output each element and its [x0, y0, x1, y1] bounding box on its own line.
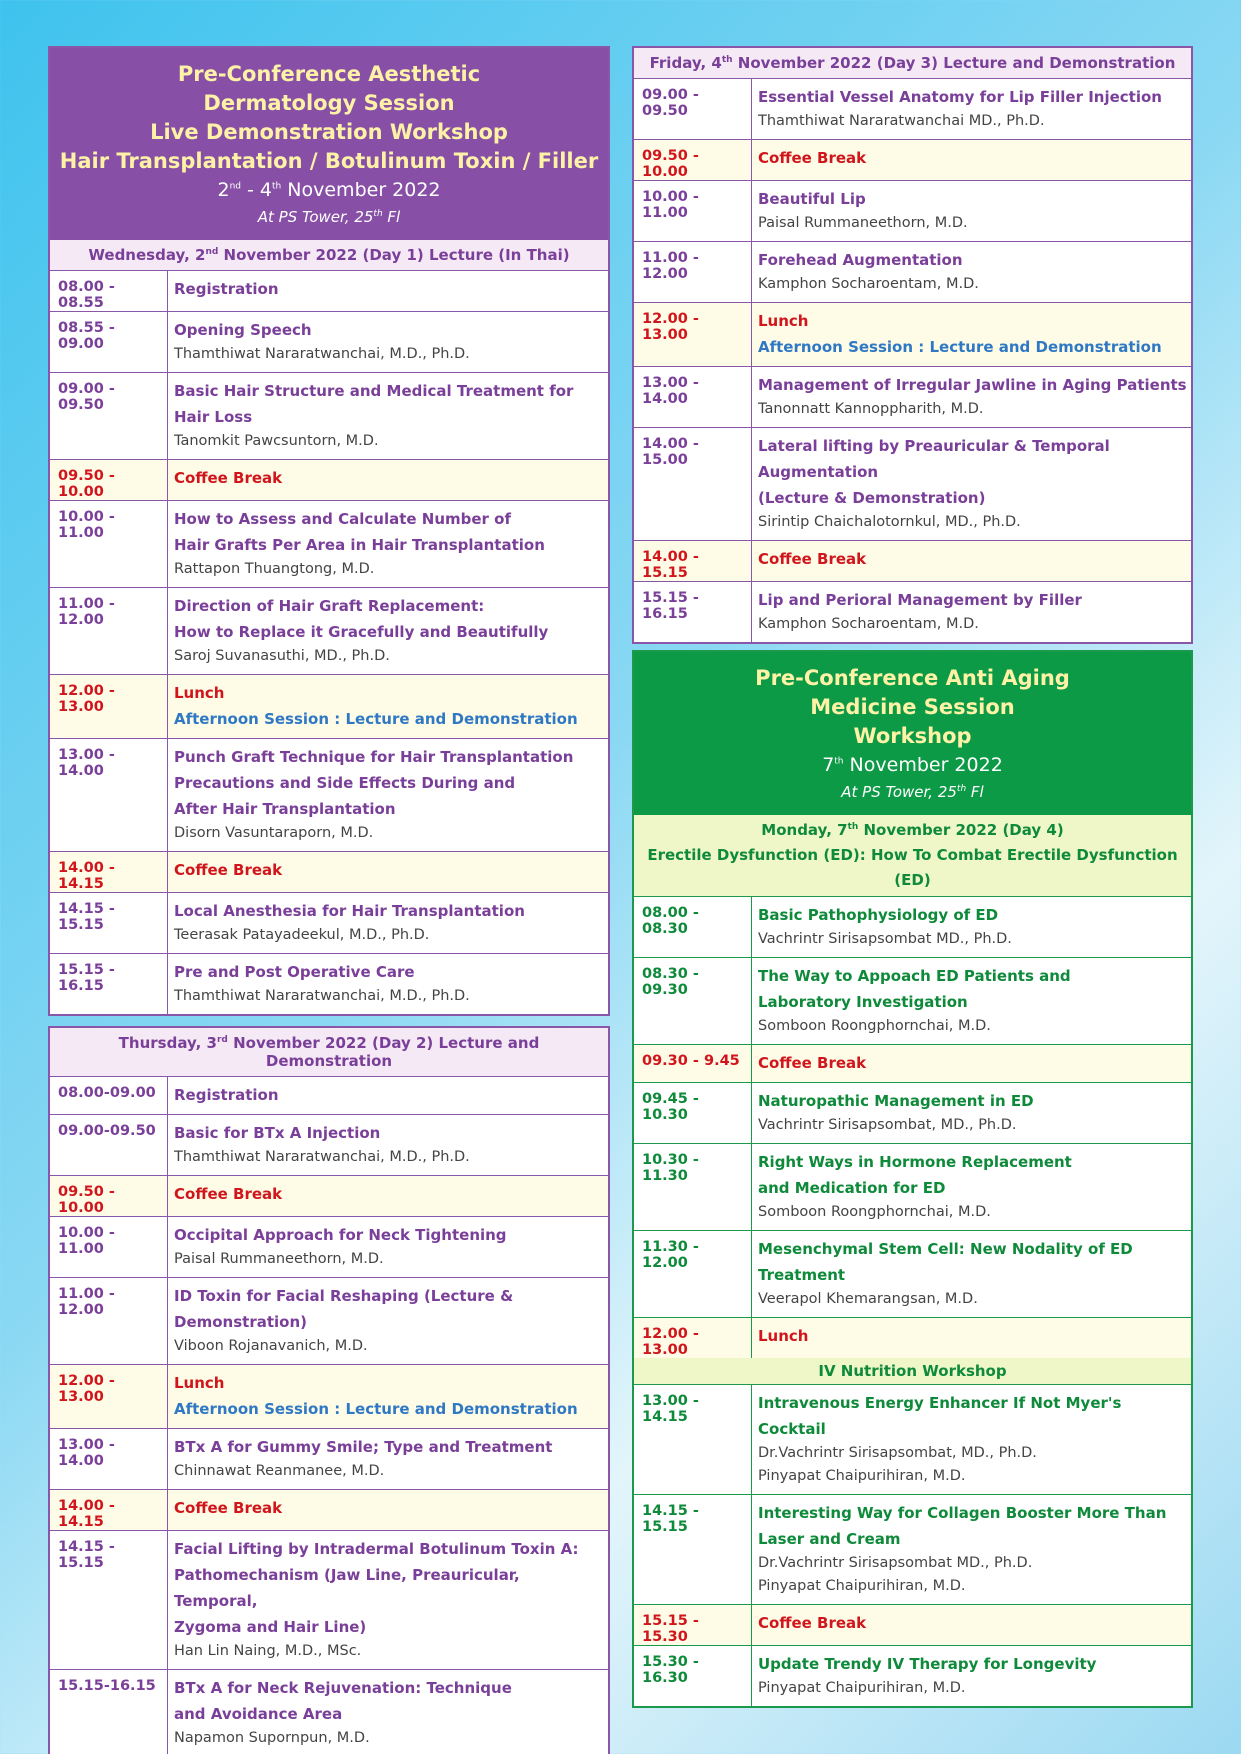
session-time: 13.00 - 14.00 [50, 739, 168, 851]
aesthetic-session-header [50, 48, 608, 240]
session-time: 13.00 - 14.00 [50, 1429, 168, 1489]
session-content [168, 1115, 608, 1175]
session-row [634, 1495, 1191, 1605]
speaker-name: Thamthiwat Nararatwanchai, M.D., Ph.D. [174, 346, 470, 362]
session-title: Hair Grafts Per Area in Hair Transplantation [174, 536, 545, 554]
speaker-name: Sirintip Chaichalotornkul, MD., Ph.D. [758, 514, 1021, 530]
session-content [168, 1670, 608, 1754]
session-title: Occipital Approach for Neck Tightening [174, 1226, 507, 1244]
session-time: 15.15-16.15 [50, 1670, 168, 1754]
session-time: 14.15 - 15.15 [50, 893, 168, 953]
header-title-line: Medicine Session [810, 695, 1015, 719]
break-label: Coffee Break [174, 1185, 283, 1203]
session-time: 09.00-09.50 [50, 1115, 168, 1175]
session-title: Pathomechanism (Jaw Line, Preauricular, Temporal, [174, 1566, 520, 1610]
session-title: Opening Speech [174, 321, 312, 339]
session-title: (Lecture & Demonstration) [758, 489, 986, 507]
speaker-name: Rattapon Thuangtong, M.D. [174, 561, 375, 577]
session-row [50, 739, 608, 852]
break-row [634, 541, 1191, 582]
session-content [752, 1646, 1191, 1706]
day4-schedule [634, 897, 1191, 1358]
session-title: Punch Graft Technique for Hair Transplantation [174, 748, 574, 766]
session-content [168, 852, 608, 892]
session-row [50, 1531, 608, 1670]
session-time: 15.30 - 16.30 [634, 1646, 752, 1706]
speaker-name: Paisal Rummaneethorn, M.D. [758, 215, 968, 231]
session-content [752, 897, 1191, 957]
speaker-name: Chinnawat Reanmanee, M.D. [174, 1463, 385, 1479]
header-title-line: Dermatology Session [203, 91, 455, 115]
session-title: Beautiful Lip [758, 190, 866, 208]
session-content [168, 271, 608, 311]
session-time: 14.15 - 15.15 [634, 1495, 752, 1604]
session-title: Lateral lifting by Preauricular & Temporal Augmentation [758, 437, 1110, 481]
session-time: 15.15 - 16.15 [50, 954, 168, 1014]
break-row [50, 1365, 608, 1429]
session-time: 09.30 - 9.45 [634, 1045, 752, 1082]
day2-schedule [50, 1077, 608, 1754]
session-title: Facial Lifting by Intradermal Botulinum Toxin A: [174, 1540, 579, 1558]
session-row [634, 1144, 1191, 1231]
speaker-name: Thamthiwat Nararatwanchai MD., Ph.D. [758, 113, 1045, 129]
speaker-name: Viboon Rojanavanich, M.D. [174, 1338, 368, 1354]
speaker-name: Thamthiwat Nararatwanchai, M.D., Ph.D. [174, 1149, 470, 1165]
speaker-name: Pinyapat Chaipurihiran, M.D. [758, 1680, 966, 1696]
session-content [168, 460, 608, 500]
header-title-line: Workshop [853, 724, 972, 748]
session-title: Local Anesthesia for Hair Transplantation [174, 902, 525, 920]
session-row [50, 312, 608, 373]
speaker-name: Disorn Vasuntaraporn, M.D. [174, 825, 374, 841]
session-content [752, 181, 1191, 241]
break-label: Lunch [174, 684, 225, 702]
session-content [168, 373, 608, 459]
session-time: 15.15 - 16.15 [634, 582, 752, 642]
session-time: 10.00 - 11.00 [50, 501, 168, 587]
day3-panel [632, 46, 1193, 644]
session-title: BTx A for Neck Rejuvenation: Technique [174, 1679, 512, 1697]
session-content [752, 1083, 1191, 1143]
session-title: Laboratory Investigation [758, 993, 968, 1011]
session-time: 14.00 - 15.15 [634, 541, 752, 581]
break-label: Coffee Break [174, 469, 283, 487]
session-time: 14.00 - 14.15 [50, 852, 168, 892]
session-content [168, 1490, 608, 1530]
session-row [634, 242, 1191, 303]
speaker-name: Pinyapat Chaipurihiran, M.D. [758, 1578, 966, 1594]
break-label: Coffee Break [174, 861, 283, 879]
session-time: 09.50 - 10.00 [50, 460, 168, 500]
session-time: 15.15 - 15.30 [634, 1605, 752, 1645]
speaker-name: Kamphon Socharoentam, M.D. [758, 616, 979, 632]
session-content [752, 1605, 1191, 1645]
session-row [634, 582, 1191, 642]
header-title-line: Hair Transplantation / Botulinum Toxin / Filler [59, 149, 599, 173]
session-time: 08.55 - 09.00 [50, 312, 168, 372]
session-time: 14.00 - 14.15 [50, 1490, 168, 1530]
session-title: Direction of Hair Graft Replacement: [174, 597, 485, 615]
session-row [634, 1231, 1191, 1318]
break-row [50, 1176, 608, 1217]
session-title: How to Assess and Calculate Number of [174, 510, 512, 528]
speaker-name: Dr.Vachrintr Sirisapsombat MD., Ph.D. [758, 1555, 1033, 1571]
break-label: Lunch [758, 1327, 809, 1345]
iv-nutrition-schedule [634, 1385, 1191, 1706]
session-title: Interesting Way for Collagen Booster More Than [758, 1504, 1167, 1522]
session-title: Naturopathic Management in ED [758, 1092, 1034, 1110]
session-content [752, 242, 1191, 302]
speaker-name: Pinyapat Chaipurihiran, M.D. [758, 1468, 966, 1484]
speaker-name: Tanomkit Pawcsuntorn, M.D. [174, 433, 379, 449]
session-content [752, 958, 1191, 1044]
afternoon-session-label: Afternoon Session : Lecture and Demonstration [758, 338, 1162, 356]
session-title: Intravenous Energy Enhancer If Not Myer's Cocktail [758, 1394, 1122, 1438]
session-row [50, 373, 608, 460]
session-row [50, 1077, 608, 1115]
session-row [50, 1115, 608, 1176]
speaker-name: Thamthiwat Nararatwanchai, M.D., Ph.D. [174, 988, 470, 1004]
header-dates: 7th November 2022 [822, 754, 1003, 776]
session-time: 09.45 - 10.30 [634, 1083, 752, 1143]
session-content [168, 954, 608, 1014]
break-row [634, 1045, 1191, 1083]
session-time: 13.00 - 14.00 [634, 367, 752, 427]
speaker-name: Vachrintr Sirisapsombat, MD., Ph.D. [758, 1117, 1017, 1133]
session-title: The Way to Appoach ED Patients and [758, 967, 1071, 985]
session-time: 11.00 - 12.00 [634, 242, 752, 302]
session-content [168, 1365, 608, 1428]
speaker-name: Tanonnatt Kannoppharith, M.D. [758, 401, 984, 417]
break-row [50, 852, 608, 893]
session-row [634, 1083, 1191, 1144]
session-row [50, 1429, 608, 1490]
session-row [50, 1278, 608, 1365]
session-content [752, 1495, 1191, 1604]
break-row [50, 460, 608, 501]
session-row [634, 958, 1191, 1045]
session-row [634, 897, 1191, 958]
session-title: Right Ways in Hormone Replacement [758, 1153, 1072, 1171]
session-title: Hair Loss [174, 408, 253, 426]
break-row [50, 675, 608, 739]
session-time: 08.30 - 09.30 [634, 958, 752, 1044]
session-time: 10.30 - 11.30 [634, 1144, 752, 1230]
day4-header: Monday, 7th November 2022 (Day 4) Erectile Dysfunction (ED): How To Combat Erectile Dysfunction (ED) [634, 815, 1191, 897]
session-content [752, 1318, 1191, 1358]
session-content [168, 1429, 608, 1489]
session-row [50, 1670, 608, 1754]
break-label: Lunch [174, 1374, 225, 1392]
anti-aging-session-panel [632, 650, 1193, 1708]
session-title: Basic Hair Structure and Medical Treatment for [174, 382, 574, 400]
session-row [50, 954, 608, 1014]
session-content [168, 588, 608, 674]
day2-panel [48, 1026, 610, 1754]
break-label: Coffee Break [758, 1614, 867, 1632]
speaker-name: Somboon Roongphornchai, M.D. [758, 1018, 991, 1034]
break-label: Coffee Break [758, 1054, 867, 1072]
break-label: Coffee Break [758, 149, 867, 167]
speaker-name: Veerapol Khemarangsan, M.D. [758, 1291, 978, 1307]
session-row [634, 428, 1191, 541]
session-time: 09.00 - 09.50 [50, 373, 168, 459]
session-row [634, 79, 1191, 140]
session-time: 12.00 - 13.00 [634, 1318, 752, 1358]
session-time: 11.30 - 12.00 [634, 1231, 752, 1317]
session-time: 14.15 - 15.15 [50, 1531, 168, 1669]
break-label: Lunch [758, 312, 809, 330]
session-title: How to Replace it Gracefully and Beautifully [174, 623, 549, 641]
header-title-line: Pre-Conference Anti Aging [755, 666, 1070, 690]
speaker-name: Saroj Suvanasuthi, MD., Ph.D. [174, 648, 390, 664]
break-row [634, 140, 1191, 181]
session-content [752, 1385, 1191, 1494]
iv-nutrition-subheader: IV Nutrition Workshop [634, 1358, 1191, 1385]
session-content [752, 79, 1191, 139]
session-content [168, 675, 608, 738]
session-content [168, 501, 608, 587]
session-content [752, 1231, 1191, 1317]
anti-aging-session-header [634, 652, 1191, 815]
speaker-name: Napamon Supornpun, M.D. [174, 1730, 370, 1746]
session-time: 09.00 - 09.50 [634, 79, 752, 139]
session-row [634, 1385, 1191, 1495]
session-content [752, 541, 1191, 581]
speaker-name: Vachrintr Sirisapsombat MD., Ph.D. [758, 931, 1012, 947]
break-row [634, 303, 1191, 367]
session-content [752, 1045, 1191, 1082]
session-content [168, 1278, 608, 1364]
day2-header: Thursday, 3rd November 2022 (Day 2) Lecture and Demonstration [50, 1028, 608, 1077]
session-content [168, 893, 608, 953]
session-title: Pre and Post Operative Care [174, 963, 415, 981]
break-row [634, 1318, 1191, 1358]
session-content [168, 1531, 608, 1669]
day1-schedule [50, 271, 608, 1014]
session-content [752, 367, 1191, 427]
session-row [50, 588, 608, 675]
header-venue: At PS Tower, 25th Fl [257, 208, 401, 226]
session-time: 10.00 - 11.00 [50, 1217, 168, 1277]
speaker-name: Somboon Roongphornchai, M.D. [758, 1204, 991, 1220]
session-content [752, 140, 1191, 180]
session-time: 12.00 - 13.00 [634, 303, 752, 366]
session-time: 08.00 - 08.30 [634, 897, 752, 957]
session-time: 10.00 - 11.00 [634, 181, 752, 241]
speaker-name: Han Lin Naing, M.D., MSc. [174, 1643, 362, 1659]
session-time: 11.00 - 12.00 [50, 588, 168, 674]
session-title: Essential Vessel Anatomy for Lip Filler Injection [758, 88, 1162, 106]
session-time: 09.50 - 10.00 [634, 140, 752, 180]
speaker-name: Kamphon Socharoentam, M.D. [758, 276, 979, 292]
session-title: Basic Pathophysiology of ED [758, 906, 999, 924]
session-content [168, 1176, 608, 1216]
session-time: 11.00 - 12.00 [50, 1278, 168, 1364]
speaker-name: Dr.Vachrintr Sirisapsombat, MD., Ph.D. [758, 1445, 1037, 1461]
session-title: Lip and Perioral Management by Filler [758, 591, 1082, 609]
session-content [752, 582, 1191, 642]
session-content [168, 1217, 608, 1277]
session-title: Update Trendy IV Therapy for Longevity [758, 1655, 1097, 1673]
header-title-line: Pre-Conference Aesthetic [177, 62, 481, 86]
afternoon-session-label: Afternoon Session : Lecture and Demonstration [174, 710, 578, 728]
session-title: Registration [174, 280, 279, 298]
session-time: 08.00 - 08.55 [50, 271, 168, 311]
day3-header: Friday, 4th November 2022 (Day 3) Lecture and Demonstration [634, 48, 1191, 79]
session-time: 12.00 - 13.00 [50, 1365, 168, 1428]
session-title: Forehead Augmentation [758, 251, 963, 269]
break-label: Coffee Break [758, 550, 867, 568]
afternoon-session-label: Afternoon Session : Lecture and Demonstration [174, 1400, 578, 1418]
session-row [634, 1646, 1191, 1706]
session-content [168, 312, 608, 372]
speaker-name: Teerasak Patayadeekul, M.D., Ph.D. [174, 927, 430, 943]
session-title: Registration [174, 1086, 279, 1104]
session-title: ID Toxin for Facial Reshaping (Lecture & Demonstration) [174, 1287, 514, 1331]
session-content [168, 1077, 608, 1114]
session-time: 14.00 - 15.00 [634, 428, 752, 540]
break-row [50, 1490, 608, 1531]
session-title: Laser and Cream [758, 1530, 901, 1548]
session-title: BTx A for Gummy Smile; Type and Treatment [174, 1438, 553, 1456]
speaker-name: Paisal Rummaneethorn, M.D. [174, 1251, 384, 1267]
header-title-line: Live Demonstration Workshop [150, 120, 508, 144]
session-content [752, 428, 1191, 540]
header-venue: At PS Tower, 25th Fl [841, 783, 984, 801]
session-time: 12.00 - 13.00 [50, 675, 168, 738]
session-title: and Medication for ED [758, 1179, 946, 1197]
session-row [50, 893, 608, 954]
session-time: 13.00 - 14.15 [634, 1385, 752, 1494]
session-content [752, 303, 1191, 366]
session-title: Mesenchymal Stem Cell: New Nodality of ED Treatment [758, 1240, 1133, 1284]
session-row [50, 1217, 608, 1278]
session-row [634, 181, 1191, 242]
break-label: Coffee Break [174, 1499, 283, 1517]
session-title: Zygoma and Hair Line) [174, 1618, 367, 1636]
session-title: Management of Irregular Jawline in Aging Patients [758, 376, 1187, 394]
header-dates: 2nd - 4th November 2022 [217, 179, 441, 201]
day3-schedule [634, 79, 1191, 642]
session-content [752, 1144, 1191, 1230]
session-row [634, 367, 1191, 428]
break-row [634, 1605, 1191, 1646]
session-title: Basic for BTx A Injection [174, 1124, 381, 1142]
day1-header: Wednesday, 2nd November 2022 (Day 1) Lecture (In Thai) [50, 240, 608, 271]
session-time: 09.50 - 10.00 [50, 1176, 168, 1216]
aesthetic-session-panel [48, 46, 610, 1016]
session-title: After Hair Transplantation [174, 800, 396, 818]
session-title: Precautions and Side Effects During and [174, 774, 516, 792]
session-row [50, 501, 608, 588]
session-title: and Avoidance Area [174, 1705, 343, 1723]
session-content [168, 739, 608, 851]
session-row [50, 271, 608, 312]
session-time: 08.00-09.00 [50, 1077, 168, 1114]
